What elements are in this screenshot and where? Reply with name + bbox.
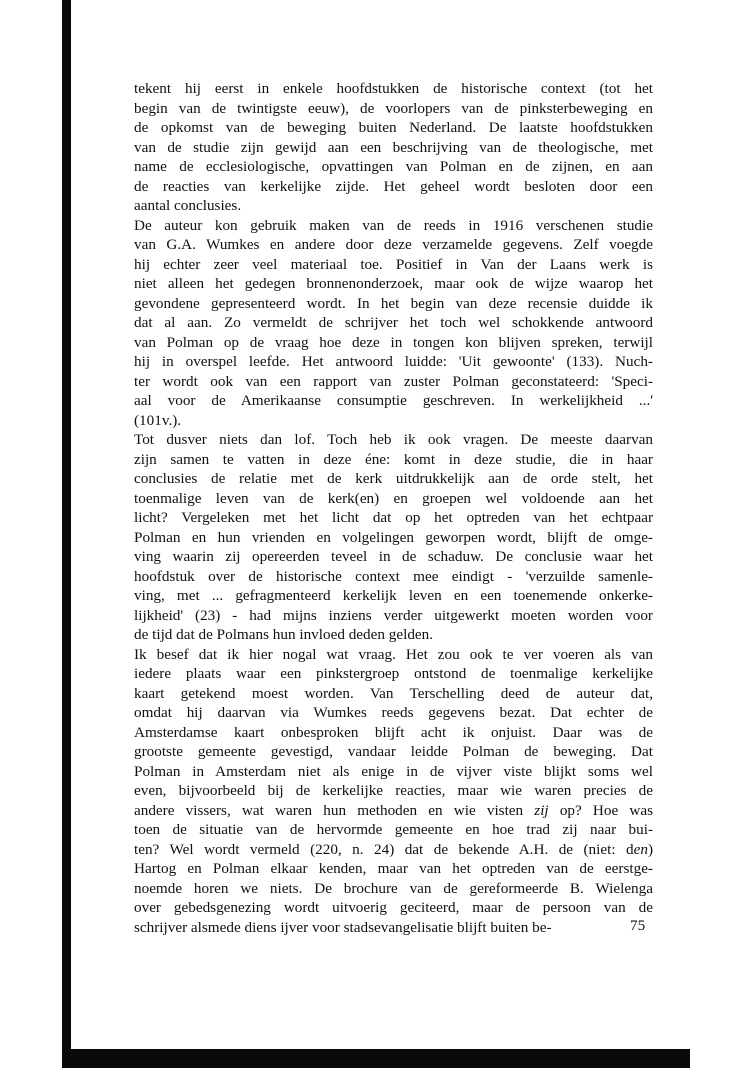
text-line: hij echter zeer veel materiaal toe. Positief in Van der Laans werk is <box>134 255 653 273</box>
text-line: De auteur kon gebruik maken van de reeds in 1916 verschenen studie <box>134 216 653 234</box>
text-line: Amsterdamse kaart onbesproken blijft acht ik onjuist. Daar was de <box>134 723 653 741</box>
text-line: Polman in Amsterdam niet als enige in de vijver viste blijkt soms wel <box>134 762 653 780</box>
paragraph <box>134 645 653 938</box>
text-line: andere vissers, wat waren hun methoden en wie visten zij op? Hoe was <box>134 801 653 819</box>
text-line: toen de situatie van de hervormde gemeente en hoe trad zij naar bui- <box>134 821 653 838</box>
paragraph <box>134 430 653 645</box>
text-line: ving, met ... gefragmenteerd kerkelijk leven en een toenemende onkerke- <box>134 587 653 604</box>
text-line: van G.A. Wumkes en andere door deze verzamelde gegevens. Zelf voegde <box>134 236 653 253</box>
scan-border-bottom <box>62 1049 690 1068</box>
text-line: gevondene gepresenteerd wordt. In het begin van deze recensie duidde ik <box>134 294 653 312</box>
text-line: van de studie zijn gewijd aan een beschrijving van de theologische, met <box>134 138 653 156</box>
text-line: ter wordt ook van een rapport van zuster Polman geconstateerd: 'Speci- <box>134 372 653 390</box>
text-line: noemde horen we niets. De brochure van de gereformeerde B. Wielenga <box>134 879 653 897</box>
text-line: de opkomst van de beweging buiten Nederland. De laatste hoofdstukken <box>134 119 653 136</box>
body-text <box>134 79 653 937</box>
text-line: omdat hij daarvan via Wumkes reeds gegevens bezat. Dat echter de <box>134 704 653 721</box>
text-line: Hartog en Polman elkaar kenden, maar van het optreden van de eerstge- <box>134 860 653 877</box>
text-line: schrijver alsmede diens ijver voor stadsevangelisatie blijft buiten be- <box>134 918 552 936</box>
page-number: 75 <box>630 917 646 934</box>
text-line: ving waarin zij opereerden teveel in de schaduw. De conclusie waar het <box>134 548 653 565</box>
text-line: kaart getekend moest worden. Van Terschelling deed de auteur dat, <box>134 684 653 702</box>
text-line: de tijd dat de Polmans hun invloed deden gelden. <box>134 626 434 643</box>
scan-border-left <box>62 0 71 1068</box>
text-line: dat al aan. Zo vermeldt de schrijver het toch wel schokkende antwoord <box>134 314 653 331</box>
text-line: aantal conclusies. <box>134 197 242 214</box>
text-line: van Polman op de vraag hoe deze in tongen kon blijven spreken, terwijl <box>134 333 653 351</box>
text-line: iedere plaats waar een pinkstergroep ontstond de toenmalige kerkelijke <box>134 665 653 682</box>
text-line: licht? Vergeleken met het licht dat op het optreden van het echtpaar <box>134 509 653 526</box>
text-line: lijkheid' (23) - had mijns inziens verder uitgewerkt moeten worden voor <box>134 606 653 624</box>
text-line: de reacties van kerkelijke zijde. Het geheel wordt besloten door een <box>134 177 653 195</box>
text-line: hoofdstuk over de historische context mee eindigt - 'verzuilde samenle- <box>134 567 653 585</box>
text-line: Ik besef dat ik hier nogal wat vraag. Het zou ook te ver voeren als van <box>134 645 653 663</box>
text-line: grootste gemeente gevestigd, vandaar leidde Polman de beweging. Dat <box>134 743 653 760</box>
text-line: begin van de twintigste eeuw), de voorlopers van de pinksterbeweging en <box>134 99 653 117</box>
text-line: zijn samen te vatten in deze éne: komt in deze studie, die in haar <box>134 450 653 468</box>
text-line: (101v.). <box>134 411 182 429</box>
text-line: toenmalige leven van de kerk(en) en groepen wel voldoende aan het <box>134 489 653 507</box>
text-line: Tot dusver niets dan lof. Toch heb ik ook vragen. De meeste daarvan <box>134 431 653 448</box>
text-line: over gebedsgenezing wordt uitvoerig geciteerd, maar de persoon van de <box>134 899 653 916</box>
paragraph <box>134 79 653 216</box>
text-line: name de ecclesiologische, opvattingen van Polman en de zijnen, en aan <box>134 158 653 175</box>
text-line: niet alleen het gedegen bronnenonderzoek, maar ook de wijze waarop het <box>134 275 653 292</box>
text-line: Polman en hun vrienden en volgelingen geworpen wordt, blijft de omge- <box>134 528 653 546</box>
text-line: conclusies de relatie met de kerk uitdrukkelijk aan de orde stelt, het <box>134 470 653 487</box>
text-line: hij in overspel leefde. Het antwoord luidde: 'Uit gewoonte' (133). Nuch- <box>134 353 653 370</box>
paragraph <box>134 216 653 431</box>
text-line: tekent hij eerst in enkele hoofdstukken de historische context (tot het <box>134 80 653 97</box>
text-line: aal voor de Amerikaanse consumptie geschreven. In werkelijkheid ...' <box>134 392 653 409</box>
text-line: ten? Wel wordt vermeld (220, n. 24) dat de bekende A.H. de (niet: den) <box>134 840 653 858</box>
text-line: even, bijvoorbeeld bij de kerkelijke reacties, maar wie waren precies de <box>134 782 653 799</box>
